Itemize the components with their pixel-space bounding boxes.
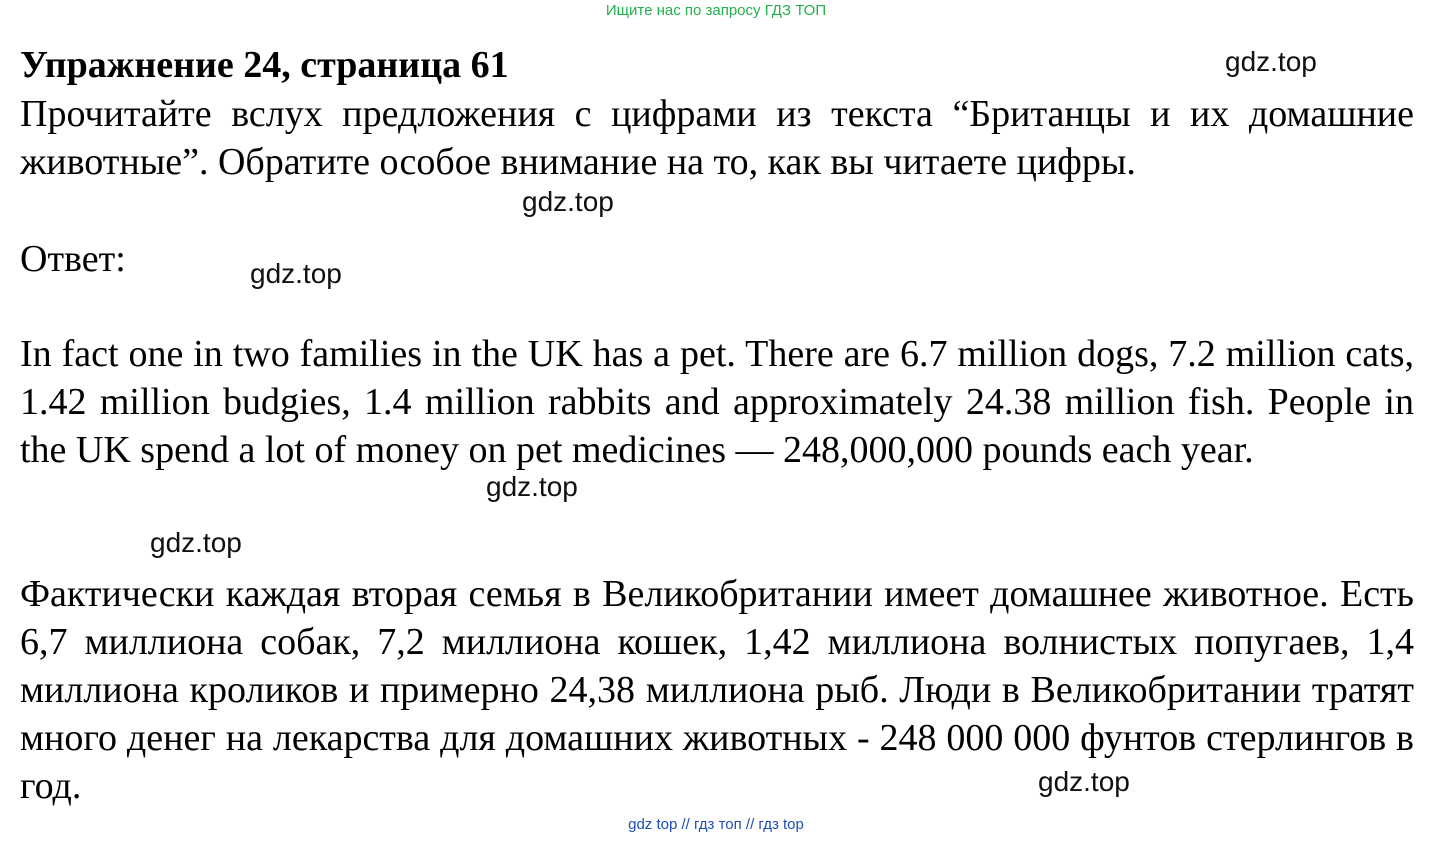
watermark: gdz.top (150, 527, 242, 558)
top-banner-link[interactable]: Ищите нас по запросу ГДЗ ТОП (605, 2, 827, 19)
russian-translation-text: Фактически каждая вторая семья в Великобритании имеет домашнее животное. Есть 6,7 миллиона собак, 7,2 миллиона кошек, 1,42 миллиона волнистых попугаев, 1,4 миллиона кроликов и примерно 24,38 миллиона рыб. Люди в Великобритании тратят много денег на лекарства для домашних животных - 248 000 000 фунтов стерлингов в год. (20, 573, 1414, 807)
watermark: gdz.top (250, 258, 342, 289)
page-title: Упражнение 24, страница 61 (20, 44, 509, 86)
watermark: gdz.top (1225, 46, 1317, 77)
answer-label: Ответ: (20, 238, 126, 280)
bottom-banner-link[interactable]: gdz top // гдз топ // гдз top (628, 816, 804, 833)
task-text: Прочитайте вслух предложения с цифрами из текста “Британцы и их домашние животные”. Обратите особое внимание на то, как вы читаете цифры. (20, 93, 1414, 183)
watermark: gdz.top (522, 186, 614, 217)
watermark: gdz.top (486, 471, 578, 502)
english-answer-text: In fact one in two families in the UK has a pet. There are 6.7 million dogs, 7.2 million cats, 1.42 million budgies, 1.4 million rabbits and approximately 24.38 million fish. People in the UK spend a lot of money on pet medicines — 248,000,000 pounds each year. (20, 333, 1414, 471)
watermark: gdz.top (1038, 766, 1130, 797)
